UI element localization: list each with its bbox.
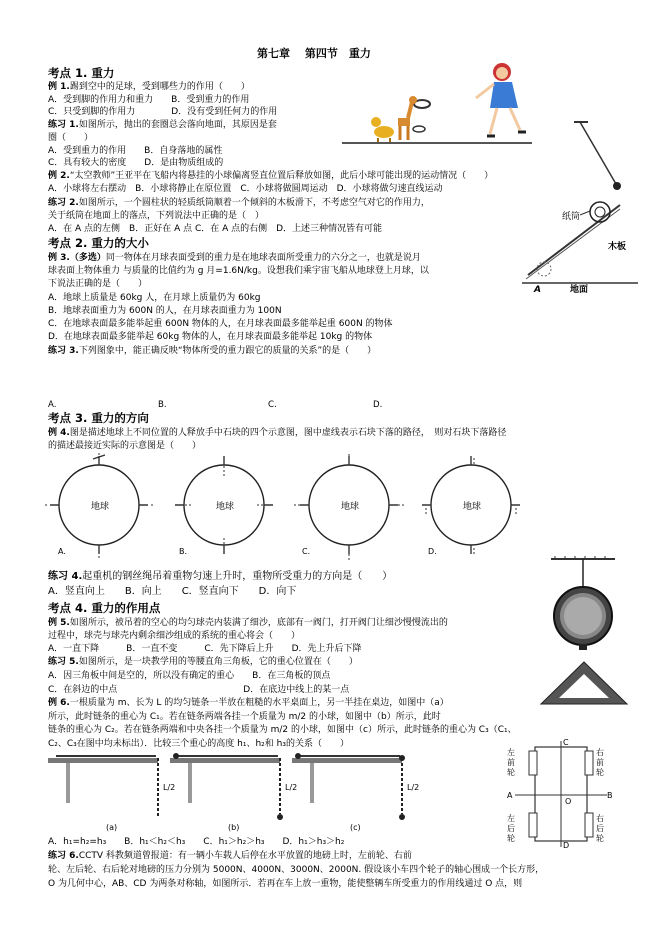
section-heading-3: 考点 3. 重力的方向 <box>48 411 149 425</box>
axis-a-label: A <box>507 791 513 800</box>
board-label: 木板 <box>608 242 627 252</box>
center-o-label: O <box>565 797 572 806</box>
question-text: 如图所示，被吊着的空心的均匀球壳内装满了细沙，底部有一阀门，打开阀门让细沙慢慢流出的 <box>69 618 448 628</box>
practice-label: 练习 4. <box>48 571 83 582</box>
axis-b-label: B <box>607 791 613 800</box>
question-text: 一根质量为 m、长为 L 的均匀链条一半放在粗糙的水平桌面上，另一半挂在桌边，如图中（a） <box>69 698 449 708</box>
practice-label: 练习 1. <box>48 120 79 130</box>
example-6-stem-cont: 所示，此时链条的重心为 C₁。若在链条两端各挂一个质量为 m/2 的小球，如图中（b）所示，此时 <box>48 712 441 722</box>
practice-label: 练习 6. <box>48 851 79 861</box>
left-front-wheel-label: 左前轮 <box>507 748 515 777</box>
left-rear-wheel-label: 左后轮 <box>507 814 515 843</box>
section-heading-1: 考点 1. 重力 <box>48 66 115 80</box>
giraffe-figure <box>398 96 417 140</box>
practice-6-stem-cont: 轮、左后轮、右后轮对地磅的压力分别为 5000N、4000N、3000N、2000N. 假设该小车四个轮子的轴心围成一个长方形， <box>48 865 545 875</box>
question-text: 如图所示，抛出的套圈总会落向地面，其原因是套 <box>78 120 277 130</box>
practice-1-options-ab: A．受到重力的作用 B．自身落地的属性 <box>48 146 223 156</box>
example-2-stem <box>48 170 493 182</box>
section-heading-2: 考点 2. 重力的大小 <box>48 236 149 250</box>
axis-d-label: D <box>563 841 570 849</box>
right-rear-wheel-label: 右后轮 <box>596 814 604 843</box>
question-text: 如图所示，是一块教学用的等腰直角三角板，它的重心位置在（ ） <box>78 657 358 667</box>
chain-diagrams <box>46 750 426 834</box>
example-5-stem <box>48 617 448 629</box>
svg-text:地球: 地球 <box>463 502 482 512</box>
practice-5-options-ab: A．因三角板中间是空的，所以没有确定的重心 B．在三角板的顶点 <box>48 671 331 681</box>
example-4-stem <box>48 427 506 439</box>
practice-6-stem <box>48 850 412 862</box>
practice-label: 练习 2. <box>48 198 79 208</box>
example-1-stem <box>48 81 250 93</box>
example-label: 例 6. <box>48 698 70 708</box>
multi-select-tag: （多选） <box>69 253 106 263</box>
example-3-stem <box>48 252 421 264</box>
example-label: 例 2. <box>48 171 70 181</box>
svg-text:L/2: L/2 <box>407 783 420 792</box>
example-5-stem-cont: 过程中，球壳与球壳内剩余细沙组成的系统的重心将会（ ） <box>48 631 301 641</box>
practice-1-stem <box>48 119 277 131</box>
section-heading-4: 考点 4. 重力的作用点 <box>48 601 161 615</box>
example-6-stem <box>48 697 449 709</box>
ground-label: 地面 <box>570 285 589 295</box>
example-5-options: A．一直下降 B．一直不变 C．先下降后上升 D．先上升后下降 <box>48 644 362 654</box>
earth-label: 地球 <box>91 502 110 512</box>
page-title: 第七章 第四节 重力 <box>257 47 371 60</box>
car-diagram <box>505 737 615 849</box>
earth-label-d: D. <box>428 547 437 556</box>
chain-label-a: (a) <box>106 823 118 832</box>
example-3-option-a: A．地球上质量是 60kg 人，在月球上质量仍为 60kg <box>48 293 261 303</box>
earth-diagram-d <box>422 456 520 556</box>
practice-2-stem-cont: 关于纸筒在地面上的落点，下列说法中正确的是（ ） <box>48 211 265 221</box>
earth-diagrams <box>44 452 544 562</box>
graph-option-b: B. <box>158 400 167 410</box>
example-3-option-d: D．在地球表面最多能举起 60kg 物体的人，在月球表面最多能举起 10kg 的物体 <box>48 332 373 342</box>
example-3-option-c: C．在地球表面最多能举起重 600N 物体的人，在月球表面最多能举起重 600N 的物体 <box>48 319 393 329</box>
example-1-options-cd: C．只受到脚的作用力 D．没有受到任何力的作用 <box>48 107 278 117</box>
example-6-options: A．h₁=h₂=h₃ B．h₁＜h₂＜h₃ C．h₁＞h₂＞h₃ D．h₁＞h₃＞h₂ <box>48 837 345 847</box>
example-3-option-b: B．地球表面重力为 600N 的人，在月球表面重力为 100N <box>48 306 282 316</box>
practice-5-stem <box>48 656 358 668</box>
svg-text:L/2: L/2 <box>285 783 298 792</box>
dog-figure <box>371 117 394 142</box>
earth-label-a: A. <box>58 547 66 556</box>
right-front-wheel-label: 右前轮 <box>596 748 604 777</box>
ring-toss-figure <box>342 56 532 144</box>
svg-text:L/2: L/2 <box>163 783 176 792</box>
example-4-stem-cont: 的描述最接近实际的示意图是（ ） <box>48 441 202 451</box>
practice-4-options: A．竖直向上 B．向上 C．竖直向下 D．向下 <box>48 586 297 597</box>
practice-1-stem-cont: 圈（ ） <box>48 133 94 143</box>
question-text: 起重机的钢丝绳吊着重物匀速上升时，重物所受重力的方向是（ ） <box>82 571 393 582</box>
graph-option-d: D. <box>373 400 383 410</box>
example-6-stem-cont3: C₂、C₃在图中均未标出）．比较三个重心的高度 h₁、h₂和 h₃的关系（ ） <box>48 739 349 749</box>
question-text: “太空教师”王亚平在飞船内将悬挂的小球偏离竖直位置后释放如图，此后小球可能出现的运动情况（ ） <box>69 171 494 181</box>
earth-diagram-c <box>294 452 404 560</box>
example-6-stem-cont2: 链条的重心为 C₂。若在链条两端和中央各挂一个质量为 m/2 的小球，如图中（c）所示，此时链条的重心为 C₃（C₁、 <box>48 725 517 735</box>
axis-c-label: C <box>563 738 569 747</box>
question-text: 图是描述地球上不同位置的人释放手中石块的四个示意图，图中虚线表示石块下落的路径， 则对石块下落路径 <box>69 428 507 438</box>
example-label: 例 5. <box>48 618 70 628</box>
practice-1-options-cd: C．具有较大的密度 D．是由物质组成的 <box>48 158 224 168</box>
earth-diagram-b <box>175 456 273 556</box>
question-text: 同一物体在月球表面受到的重力是在地球表面所受重力的六分之一，也就是说月 <box>105 253 421 263</box>
paper-tube-label: 纸筒 <box>562 212 581 222</box>
practice-2-stem <box>48 197 430 209</box>
paper-tube-figure <box>520 195 640 295</box>
svg-text:地球: 地球 <box>216 502 235 512</box>
earth-label-c: C. <box>302 547 311 556</box>
earth-diagram-a <box>45 453 153 560</box>
girl-figure <box>476 63 526 136</box>
practice-label: 练习 3. <box>48 346 79 356</box>
practice-5-options-cd: C．在斜边的中点 D．在底边中线上的某一点 <box>48 685 350 695</box>
example-label: 例 4. <box>48 428 70 438</box>
chain-label-b: (b) <box>228 823 240 832</box>
chain-figure-b <box>170 753 297 832</box>
point-a-label: A <box>534 285 541 295</box>
chain-figure-c <box>292 753 419 832</box>
question-text: 如图所示，一个圆柱状的轻质纸筒顺着一个倾斜的木板滑下，不考虑空气对它的作用力， <box>78 198 430 208</box>
pendulum-figure <box>572 120 642 195</box>
practice-2-options: A．在 A 点的左侧 B．正好在 A 点 C．在 A 点的右侧 D．上述三种情况皆有可能 <box>48 224 383 234</box>
example-3-stem-cont: 球表面上物体重力 与质量的比值约为 g 月=1.6N/kg。设想我们乘宇宙飞船从地球登上月球，以 <box>48 266 429 276</box>
example-1-options-ab: A．受到脚的作用力和重力 B．受到重力的作用 <box>48 95 250 105</box>
example-label: 例 1. <box>48 82 70 92</box>
graph-option-c: C. <box>268 400 277 410</box>
question-text: 下列图象中，能正确反映“物体所受的重力跟它的质量的关系”的是（ ） <box>78 346 377 356</box>
practice-3-stem <box>48 345 376 357</box>
example-2-options: A．小球将左右摆动 B．小球将静止在原位置 C．小球将做圆周运动 D．小球将做匀速直线运动 <box>48 184 443 194</box>
question-text: CCTV 科教频道曾报道：有一辆小车载人后停在水平放置的地磅上时，左前轮、右前 <box>78 851 412 861</box>
chain-label-c: (c) <box>350 823 361 832</box>
hanging-sphere-figure <box>545 556 621 656</box>
chain-figure-a <box>48 756 175 832</box>
earth-label-b: B. <box>179 547 188 556</box>
practice-label: 练习 5. <box>48 657 79 667</box>
svg-text:地球: 地球 <box>341 502 360 512</box>
practice-6-stem-cont2: O 为几何中心，AB、CD 为两条对称轴，如图所示．若再在车上放一重物，能使整辆车所受重力的作用线通过 O 点，则 <box>48 879 523 889</box>
example-label: 例 3. <box>48 253 70 263</box>
question-text: 踢到空中的足球，受到哪些力的作用（ ） <box>69 82 250 92</box>
graph-option-a: A. <box>48 400 57 410</box>
example-3-stem-cont2: 下说法正确的是（ ） <box>48 279 148 289</box>
triangle-ruler-figure <box>539 660 629 706</box>
practice-4-stem <box>48 570 392 583</box>
